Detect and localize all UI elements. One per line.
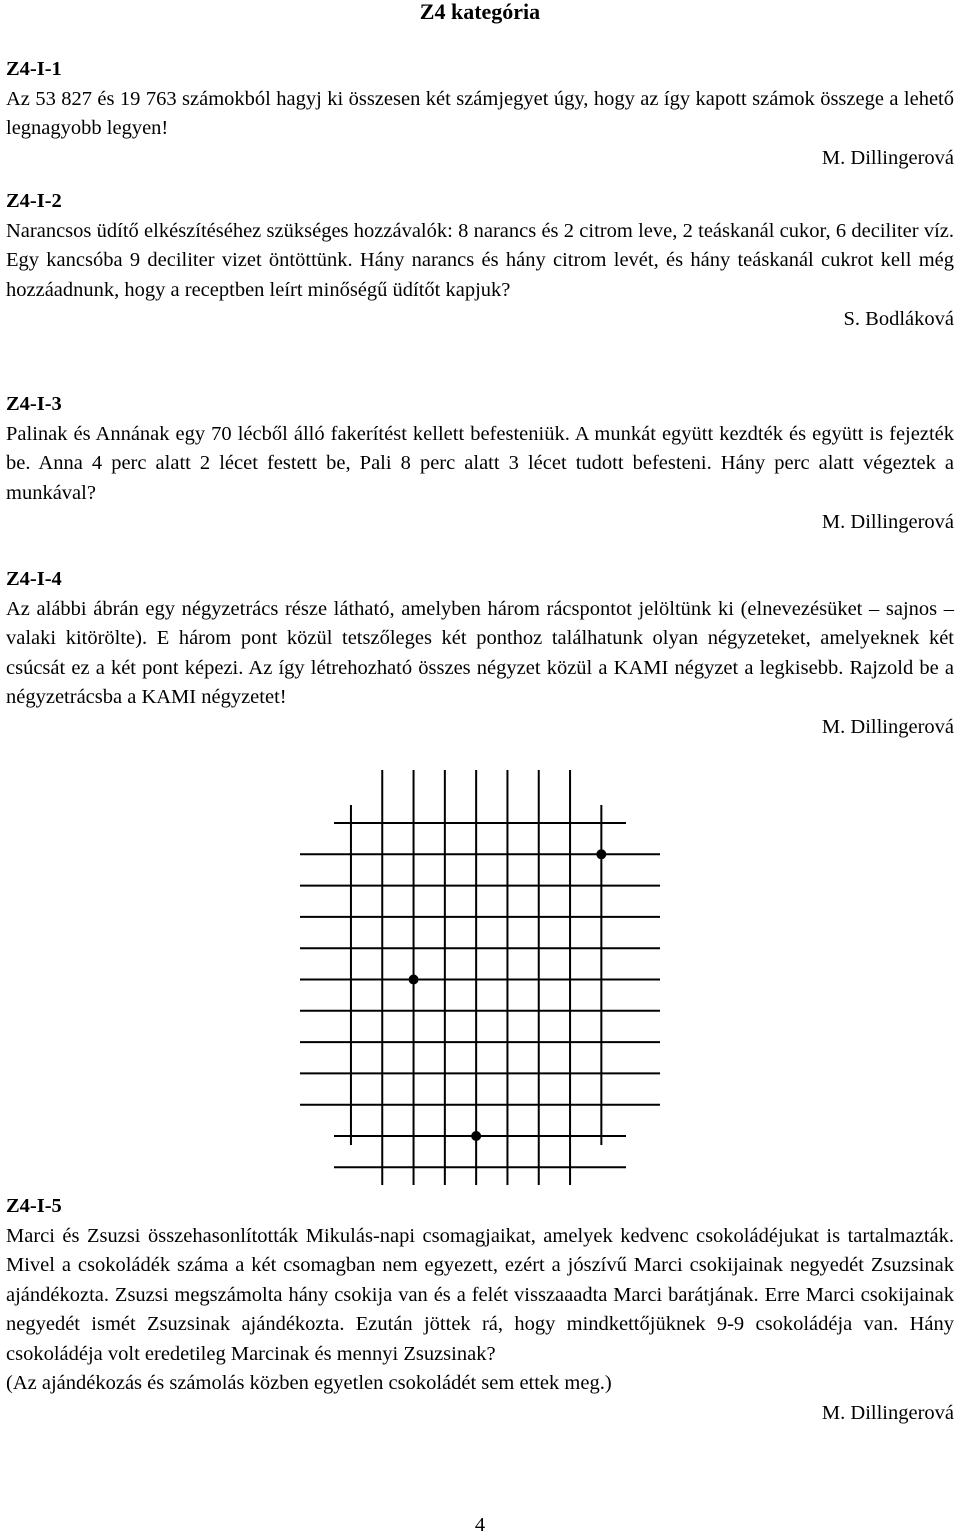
problem-z4-i-5 [6, 1192, 954, 1428]
problem-author: S. Bodláková [843, 308, 954, 330]
problem-paragraph: Az 53 827 és 19 763 számokból hagyj ki összesen két számjegyet úgy, hogy az így kapott számok összege a lehető legnagyobb legyen! [6, 87, 954, 139]
problem-text [6, 217, 954, 306]
problem-text [6, 1222, 954, 1399]
problem-author: M. Dillingerová [821, 1401, 954, 1424]
square-grid-figure [300, 765, 660, 1185]
problem-text [6, 85, 954, 144]
problem-paragraph: Palinak és Annának egy 70 lécből álló fakerítést kellett befesteniük. A munkát együtt kezdték és együtt is fejezték be. Anna 4 perc alatt 2 lécet festett be, Pali 8 perc alatt 3 lécet tudott befesteni. Hány perc alatt végeztek a munkával? [6, 422, 954, 504]
marked-grid-point [471, 1131, 481, 1141]
page-number: 4 [474, 1514, 486, 1536]
problem-text [6, 595, 954, 713]
problem-z4-i-2 [6, 187, 954, 335]
problem-z4-i-3 [6, 390, 954, 538]
problem-paragraph: Az alábbi ábrán egy négyzetrács része látható, amelyben három rácspontot jelöltünk ki (elnevezésüket – sajnos – valaki kitörölte). E három pont közül tetszőleges két ponthoz találhatunk olyan négyzeteket, amelyeknek két csúcsát ez a két pont képezi. Az így létrehozható összes négyzet közül a KAMI négyzet a legkisebb. Rajzold be a négyzetrácsba a KAMI négyzetet! [6, 597, 954, 708]
marked-grid-point [409, 975, 419, 985]
problem-text [6, 420, 954, 509]
grid-svg [300, 765, 660, 1185]
problem-id: Z4-I-5 [6, 1195, 62, 1217]
problem-author: M. Dillingerová [821, 146, 954, 169]
problem-author: M. Dillingerová [821, 511, 954, 533]
problem-id: Z4-I-4 [6, 568, 62, 590]
page-title: Z4 kategória [419, 0, 541, 24]
marked-grid-point [596, 849, 606, 859]
problem-z4-i-4 [6, 565, 954, 742]
problem-id: Z4-I-3 [6, 393, 62, 415]
problem-z4-i-1 [6, 55, 954, 173]
problem-paragraph: Marci és Zsuzsi összehasonlították Mikulás-napi csomagjaikat, amelyek kedvenc csokoládéjukat is tartalmazták. Mivel a csokoládék száma a két csomagban nem egyezett, ezért a jószívű Marci csokijainak negyedét Zsuzsinak ajándékozta. Zsuzsi megszámolta hány csokija van és a felét visszaaadta Marci barátjának. Erre Marci csokijainak negyedét ismét Zsuzsinak ajándékozta. Ezután jöttek rá, hogy mindkettőjüknek 9-9 csokoládéja van. Hány csokoládéja volt eredetileg Marcinak és mennyi Zsuzsinak? [6, 1224, 954, 1365]
problem-author: M. Dillingerová [821, 715, 954, 738]
problem-paragraph: (Az ajándékozás és számolás közben egyetlen csokoládét sem ettek meg.) [6, 1372, 612, 1394]
problem-id: Z4-I-1 [6, 58, 62, 80]
problem-paragraph: Narancsos üdítő elkészítéséhez szükséges hozzávalók: 8 narancs és 2 citrom leve, 2 teáskanál cukor, 6 deciliter víz. Egy kancsóba 9 deciliter vizet öntöttünk. Hány narancs és hány citrom levét, és hány teáskanál cukrot kell még hozzáadnunk, hogy a receptben leírt minőségű üdítőt kapjuk? [6, 219, 954, 301]
problem-id: Z4-I-2 [6, 190, 62, 212]
